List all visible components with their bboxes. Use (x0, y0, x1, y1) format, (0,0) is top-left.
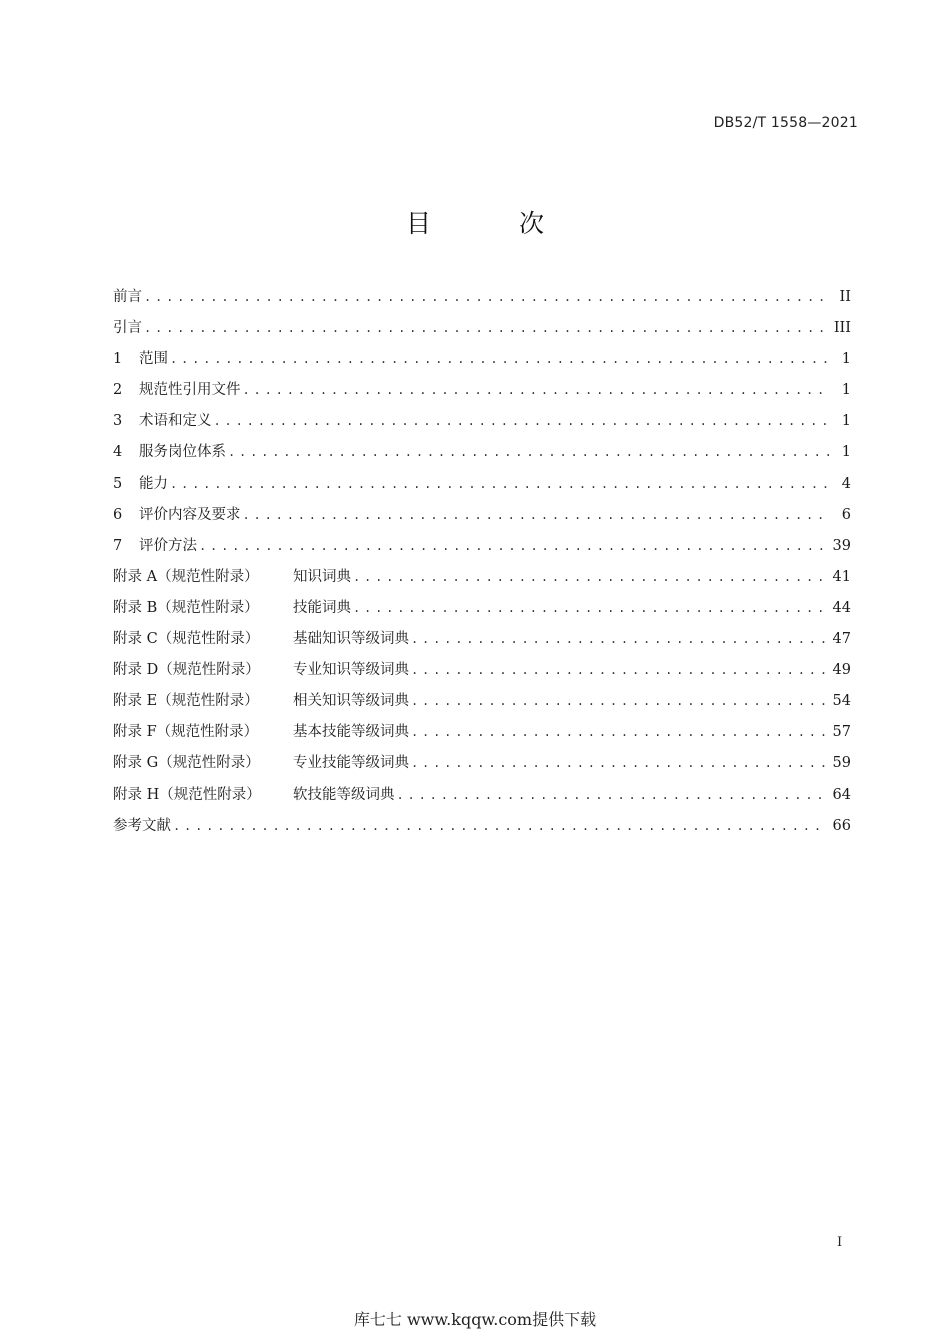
toc-entry-title: 服务岗位体系 (139, 444, 226, 461)
toc-dot-leader (243, 500, 830, 531)
toc-entry-label (113, 624, 411, 655)
toc-entry-number: 3 (113, 413, 123, 430)
toc-entry[interactable] (113, 313, 851, 344)
toc-entry[interactable] (113, 375, 851, 406)
toc-dot-leader (411, 655, 825, 686)
toc-entry-title: 评价内容及要求 (139, 506, 241, 523)
toc-entry-label (113, 562, 353, 593)
toc-entry-annex: 附录 A（规范性附录） (113, 568, 259, 585)
toc-entry-page: 49 (832, 662, 851, 679)
page-number: I (837, 1235, 843, 1250)
toc-entry-label (113, 469, 170, 500)
toc-entry-title: 专业技能等级词典 (293, 755, 409, 772)
toc-entry-page: 47 (832, 631, 851, 648)
toc-entry-label (113, 717, 411, 748)
toc-entry-page: 1 (841, 382, 851, 399)
toc-entry-title: 引言 (113, 320, 142, 337)
toc-entry-number: 5 (113, 475, 123, 492)
footer-watermark: 库七七 www.kqqw.com提供下载 (353, 1310, 597, 1329)
toc-entry-title: 能力 (139, 475, 168, 492)
toc-entry-page: 4 (841, 475, 851, 492)
toc-entry-title: 范围 (139, 351, 168, 368)
toc-entry-title: 技能词典 (293, 599, 351, 616)
toc-dot-leader (144, 313, 826, 344)
toc-entry-title: 基础知识等级词典 (293, 631, 409, 648)
toc-entry-title: 规范性引用文件 (139, 382, 241, 399)
toc-entry[interactable] (113, 437, 851, 468)
toc-dot-leader (353, 562, 825, 593)
toc-entry-number: 1 (113, 351, 123, 368)
toc-entry-page: 59 (832, 755, 851, 772)
toc-entry-annex: 附录 G（规范性附录） (113, 755, 260, 772)
toc-entry-title: 知识词典 (293, 568, 351, 585)
toc-entry-label (113, 655, 411, 686)
toc-entry[interactable] (113, 811, 851, 842)
toc-entry-annex: 附录 B（规范性附录） (113, 599, 259, 616)
toc-entry-title: 软技能等级词典 (293, 786, 395, 803)
toc-entry[interactable] (113, 562, 851, 593)
toc-entry-label (113, 282, 144, 313)
toc-entry-page: 1 (841, 444, 851, 461)
toc-entry-label (113, 593, 353, 624)
toc-entry-title: 相关知识等级词典 (293, 693, 409, 710)
toc-dot-leader (170, 344, 829, 375)
toc-entry-page: 1 (841, 351, 851, 368)
page-title: 目 次 (406, 209, 584, 238)
table-of-contents (113, 282, 851, 842)
toc-entry[interactable] (113, 469, 851, 500)
toc-dot-leader (214, 406, 830, 437)
toc-entry-label (113, 780, 397, 811)
toc-dot-leader (170, 469, 829, 500)
toc-entry[interactable] (113, 624, 851, 655)
toc-entry-page: 39 (832, 537, 851, 554)
toc-entry-page: 66 (832, 817, 851, 834)
toc-entry[interactable] (113, 344, 851, 375)
toc-entry-page: 44 (832, 599, 851, 616)
toc-entry-annex: 附录 H（规范性附录） (113, 786, 261, 803)
toc-entry-page: 6 (841, 506, 851, 523)
toc-entry[interactable] (113, 500, 851, 531)
toc-dot-leader (411, 686, 825, 717)
toc-entry[interactable] (113, 593, 851, 624)
toc-entry-page: II (839, 289, 851, 305)
toc-entry-annex: 附录 D（规范性附录） (113, 662, 260, 679)
toc-dot-leader (228, 437, 829, 468)
toc-entry-label (113, 437, 228, 468)
toc-entry-annex: 附录 F（规范性附录） (113, 724, 259, 741)
toc-entry[interactable] (113, 655, 851, 686)
toc-entry-label (113, 748, 411, 779)
toc-entry-annex: 附录 C（规范性附录） (113, 631, 260, 648)
toc-entry-title: 术语和定义 (139, 413, 212, 430)
toc-entry[interactable] (113, 717, 851, 748)
toc-entry-number: 2 (113, 382, 123, 399)
toc-entry-label (113, 686, 411, 717)
toc-dot-leader (243, 375, 830, 406)
toc-entry[interactable] (113, 282, 851, 313)
toc-entry[interactable] (113, 531, 851, 562)
toc-entry[interactable] (113, 686, 851, 717)
toc-dot-leader (173, 811, 825, 842)
toc-entry-title: 评价方法 (139, 537, 197, 554)
toc-entry-page: 57 (832, 724, 851, 741)
toc-dot-leader (411, 624, 825, 655)
toc-entry-label (113, 344, 170, 375)
toc-entry-label (113, 811, 173, 842)
toc-entry-title: 基本技能等级词典 (293, 724, 409, 741)
toc-dot-leader (199, 531, 825, 562)
toc-entry-page: 1 (841, 413, 851, 430)
toc-dot-leader (353, 593, 825, 624)
toc-entry-page: III (833, 320, 851, 337)
toc-dot-leader (411, 717, 825, 748)
toc-entry-page: 54 (832, 693, 851, 710)
toc-entry-title: 参考文献 (113, 817, 171, 834)
toc-entry-title: 专业知识等级词典 (293, 662, 409, 679)
toc-entry-number: 4 (113, 444, 123, 461)
toc-entry-number: 7 (113, 537, 123, 554)
toc-entry-label (113, 313, 144, 344)
toc-dot-leader (144, 282, 829, 313)
toc-entry-label (113, 500, 243, 531)
toc-entry[interactable] (113, 406, 851, 437)
toc-entry-number: 6 (113, 506, 123, 523)
document-code: DB52/T 1558—2021 (713, 115, 858, 131)
toc-entry-title: 前言 (113, 289, 142, 305)
toc-entry-page: 64 (832, 786, 851, 803)
toc-entry[interactable] (113, 748, 851, 779)
toc-entry-page: 41 (832, 568, 851, 585)
toc-entry-label (113, 531, 199, 562)
toc-entry[interactable] (113, 780, 851, 811)
toc-dot-leader (411, 748, 825, 779)
toc-dot-leader (397, 780, 825, 811)
toc-entry-annex: 附录 E（规范性附录） (113, 693, 259, 710)
toc-entry-label (113, 406, 214, 437)
toc-entry-label (113, 375, 243, 406)
